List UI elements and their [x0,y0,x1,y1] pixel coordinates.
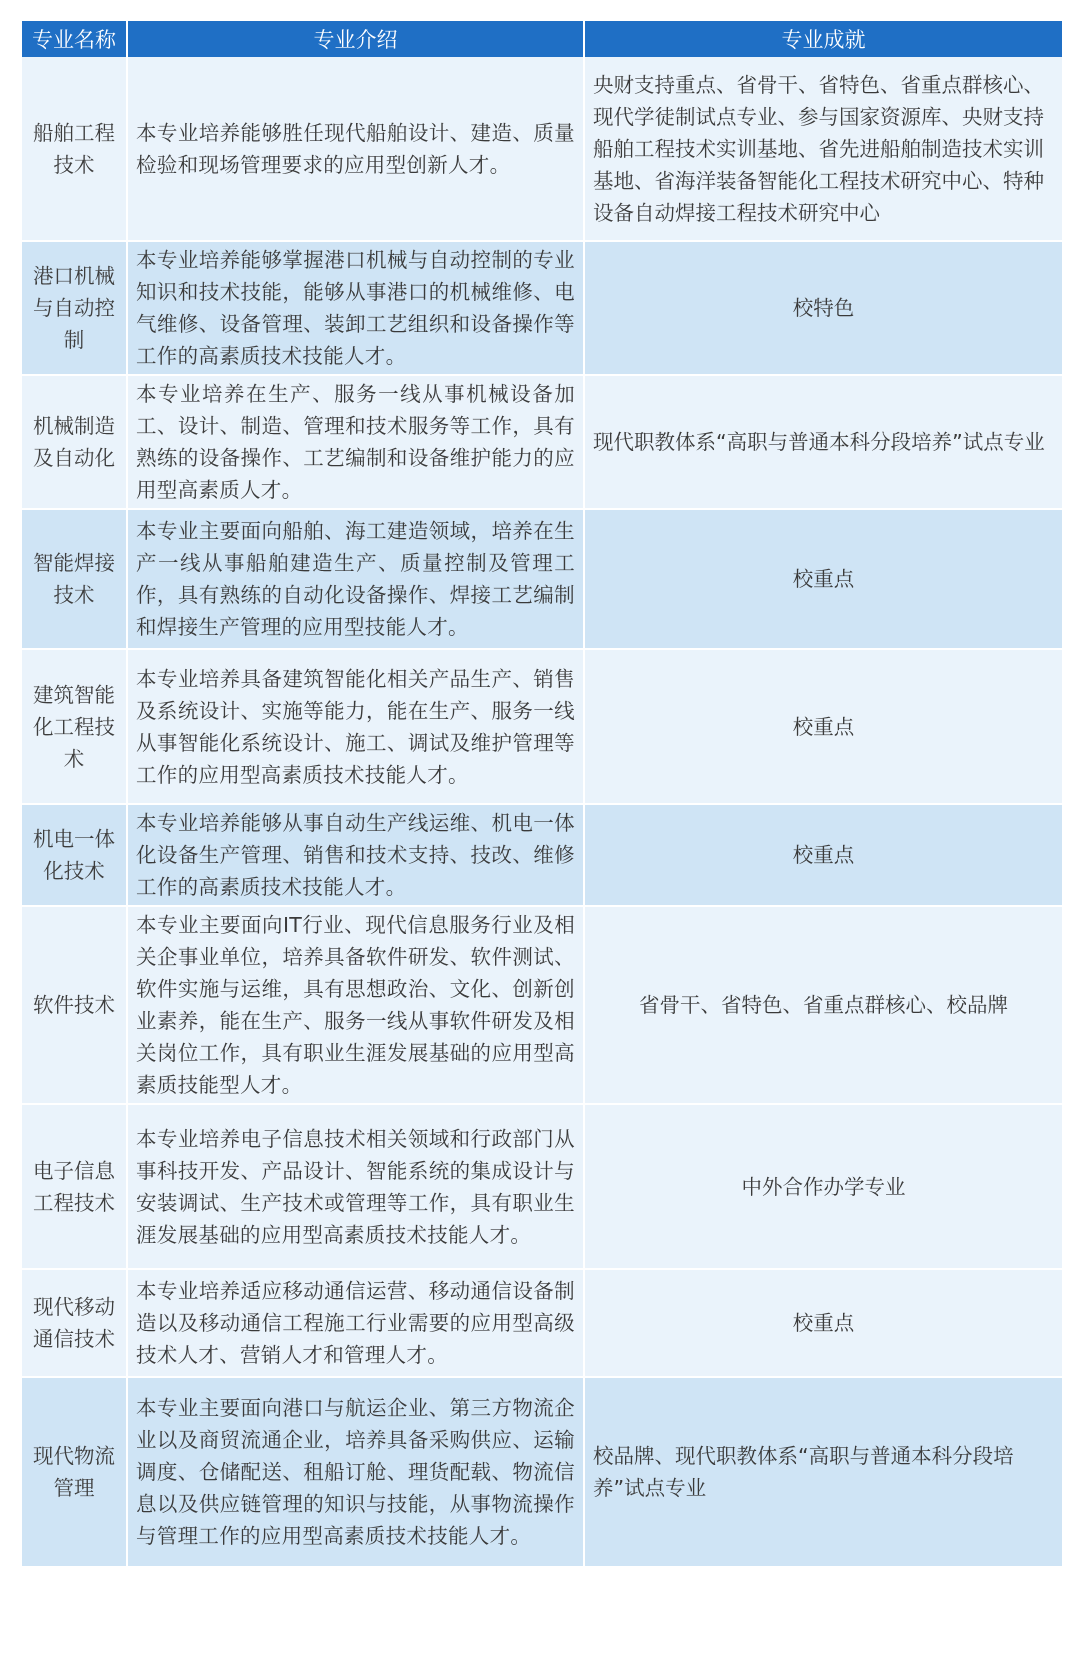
major-achievement: 校重点 [584,1269,1062,1377]
major-intro: 本专业培养能够胜任现代船舶设计、建造、质量检验和现场管理要求的应用型创新人才。 [127,57,584,241]
table-row [22,1104,1062,1269]
major-intro: 本专业主要面向港口与航运企业、第三方物流企业以及商贸流通企业，培养具备采购供应、运输调度、仓储配送、租船订舱、理货配载、物流信息以及供应链管理的知识与技能，从事物流操作与管理工作的应用型高素质技术技能人才。 [127,1377,584,1567]
major-achievement: 央财支持重点、省骨干、省特色、省重点群核心、现代学徒制试点专业、参与国家资源库、央财支持船舶工程技术实训基地、省先进船舶制造技术实训基地、省海洋装备智能化工程技术研究中心、特种设备自动焊接工程技术研究中心 [584,57,1062,241]
major-intro: 本专业培养电子信息技术相关领域和行政部门从事科技开发、产品设计、智能系统的集成设计与安装调试、生产技术或管理等工作，具有职业生涯发展基础的应用型高素质技术技能人才。 [127,1104,584,1269]
major-achievement: 现代职教体系“高职与普通本科分段培养”试点专业 [584,375,1062,509]
major-name: 电子信息工程技术 [22,1104,127,1269]
table-row [22,509,1062,649]
major-name: 智能焊接技术 [22,509,127,649]
major-name: 机械制造及自动化 [22,375,127,509]
major-name: 船舶工程技术 [22,57,127,241]
major-intro: 本专业培养适应移动通信运营、移动通信设备制造以及移动通信工程施工行业需要的应用型高级技术人才、营销人才和管理人才。 [127,1269,584,1377]
major-intro: 本专业培养能够从事自动生产线运维、机电一体化设备生产管理、销售和技术支持、技改、维修工作的高素质技术技能人才。 [127,804,584,906]
major-name: 机电一体化技术 [22,804,127,906]
table-row [22,1269,1062,1377]
major-achievement: 校品牌、现代职教体系“高职与普通本科分段培养”试点专业 [584,1377,1062,1567]
majors-table [22,21,1062,1568]
major-intro: 本专业培养具备建筑智能化相关产品生产、销售及系统设计、实施等能力，能在生产、服务一线从事智能化系统设计、施工、调试及维护管理等工作的应用型高素质技术技能人才。 [127,649,584,804]
header-major-name: 专业名称 [22,21,127,57]
major-achievement: 校重点 [584,509,1062,649]
major-achievement: 校重点 [584,649,1062,804]
major-intro: 本专业培养在生产、服务一线从事机械设备加工、设计、制造、管理和技术服务等工作，具有熟练的设备操作、工艺编制和设备维护能力的应用型高素质人才。 [127,375,584,509]
major-intro: 本专业主要面向船舶、海工建造领域，培养在生产一线从事船舶建造生产、质量控制及管理工作，具有熟练的自动化设备操作、焊接工艺编制和焊接生产管理的应用型技能人才。 [127,509,584,649]
table-row [22,649,1062,804]
major-achievement: 中外合作办学专业 [584,1104,1062,1269]
table-row [22,57,1062,241]
majors-table-container [22,21,1062,1568]
major-name: 现代物流管理 [22,1377,127,1567]
major-intro: 本专业培养能够掌握港口机械与自动控制的专业知识和技术技能，能够从事港口的机械维修、电气维修、设备管理、装卸工艺组织和设备操作等工作的高素质技术技能人才。 [127,241,584,375]
table-row [22,241,1062,375]
header-major-achievement: 专业成就 [584,21,1062,57]
table-row [22,375,1062,509]
major-achievement: 省骨干、省特色、省重点群核心、校品牌 [584,906,1062,1104]
table-row [22,906,1062,1104]
major-achievement: 校特色 [584,241,1062,375]
table-row [22,804,1062,906]
major-name: 现代移动通信技术 [22,1269,127,1377]
major-name: 软件技术 [22,906,127,1104]
table-row [22,1377,1062,1567]
header-major-intro: 专业介绍 [127,21,584,57]
table-header-row [22,21,1062,57]
major-achievement: 校重点 [584,804,1062,906]
major-intro: 本专业主要面向IT行业、现代信息服务行业及相关企事业单位，培养具备软件研发、软件测试、软件实施与运维，具有思想政治、文化、创新创业素养，能在生产、服务一线从事软件研发及相关岗位工作，具有职业生涯发展基础的应用型高素质技能型人才。 [127,906,584,1104]
major-name: 港口机械与自动控制 [22,241,127,375]
major-name: 建筑智能化工程技术 [22,649,127,804]
